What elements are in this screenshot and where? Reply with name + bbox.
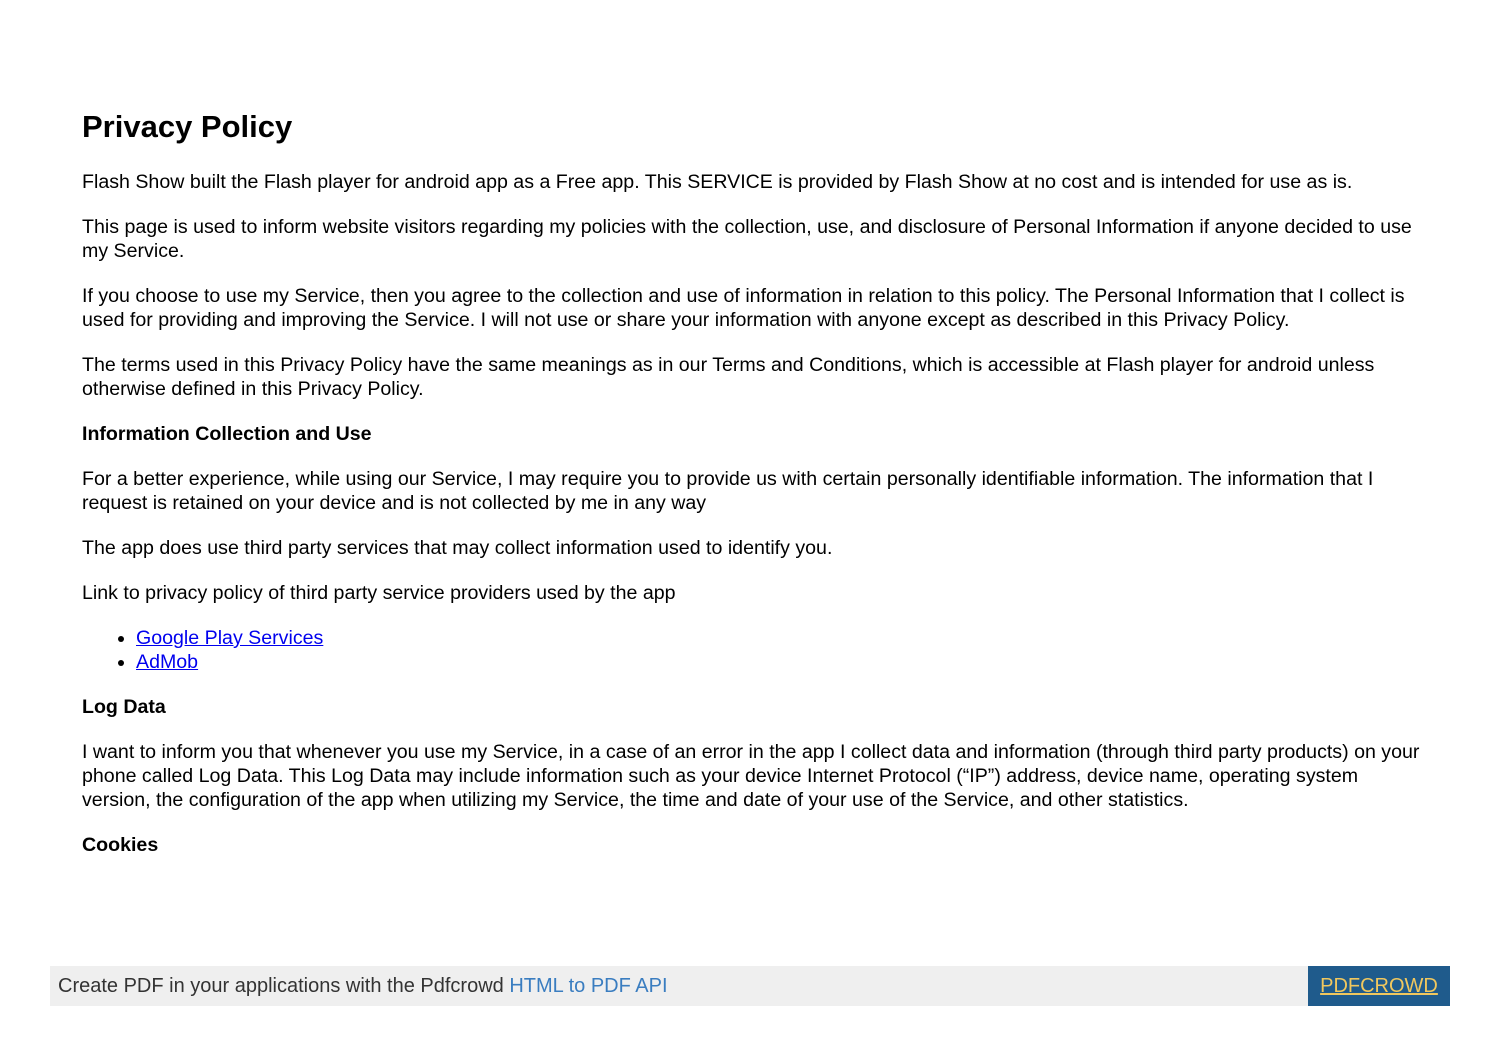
intro-paragraph-1: Flash Show built the Flash player for android app as a Free app. This SERVICE is provided by Flash Show at no cost and is intended for use as is. <box>82 171 1353 193</box>
google-play-services-link[interactable]: Google Play Services <box>136 627 324 649</box>
footer-text: Create PDF in your applications with the Pdfcrowd <box>58 975 510 997</box>
info-collection-heading: Information Collection and Use <box>82 423 372 445</box>
intro-paragraph-4: The terms used in this Privacy Policy have the same meanings as in our Terms and Conditions, which is accessible at Flash player for android unless otherwise defined in this Privacy Policy. <box>82 354 1375 400</box>
admob-link[interactable]: AdMob <box>136 651 199 673</box>
info-collection-paragraph-1: For a better experience, while using our Service, I may require you to provide us with certain personally identifiable information. The information that I request is retained on your device and is not collected by me in any way <box>82 468 1374 514</box>
intro-paragraph-3: If you choose to use my Service, then you agree to the collection and use of information in relation to this policy. The Personal Information that I collect is used for providing and improving the Service. I will not use or share your information with anyone except as described in this Privacy Policy. <box>82 285 1405 331</box>
list-item <box>136 626 1432 650</box>
pdfcrowd-footer-banner <box>50 966 1450 1006</box>
footer-text-line <box>58 966 668 1006</box>
third-party-links-list <box>82 626 1432 674</box>
log-data-paragraph: I want to inform you that whenever you use my Service, in a case of an error in the app I collect data and information (through third party products) on your phone called Log Data. This Log Data may include information such as your device Internet Protocol (“IP”) address, device name, operating system version, the configuration of the app when utilizing my Service, the time and date of your use of the Service, and other statistics. <box>82 741 1420 811</box>
intro-paragraph-2: This page is used to inform website visitors regarding my policies with the collection, use, and disclosure of Personal Information if anyone decided to use my Service. <box>82 216 1412 262</box>
pdfcrowd-brand-button[interactable]: PDFCROWD <box>1308 966 1450 1006</box>
document-body <box>82 106 1432 878</box>
html-to-pdf-api-link[interactable]: HTML to PDF API <box>509 975 668 997</box>
cookies-heading: Cookies <box>82 834 159 856</box>
info-collection-paragraph-3: Link to privacy policy of third party service providers used by the app <box>82 582 676 604</box>
log-data-heading: Log Data <box>82 696 166 718</box>
list-item <box>136 650 1432 674</box>
info-collection-paragraph-2: The app does use third party services that may collect information used to identify you. <box>82 537 833 559</box>
page-title: Privacy Policy <box>82 109 293 144</box>
